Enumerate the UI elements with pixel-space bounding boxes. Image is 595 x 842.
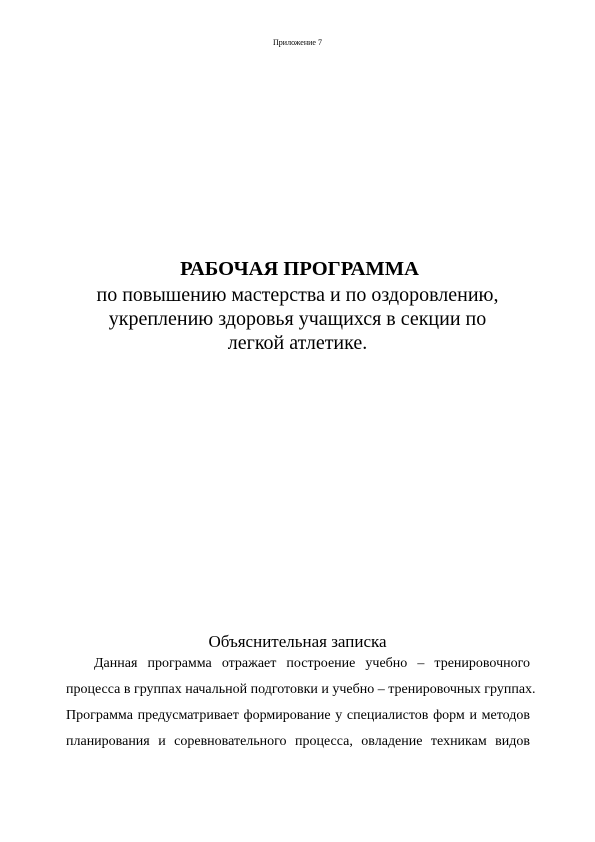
subtitle	[0, 283, 595, 355]
paragraph-line: Программа предусматривает формирование у специалистов форм и методов	[66, 708, 530, 723]
title-block	[0, 255, 595, 355]
subtitle-line: по повышению мастерства и по оздоровлению,	[96, 284, 499, 306]
appendix-label: Приложение 7	[273, 38, 322, 47]
note-heading: Объяснительная записка	[208, 632, 387, 651]
paragraph-line: процесса в группах начальной подготовки и учебно – тренировочных группах.	[66, 682, 536, 697]
main-title: РАБОЧАЯ ПРОГРАММА	[180, 258, 419, 280]
subtitle-line: легкой атлетике.	[227, 332, 368, 354]
paragraph-line: Данная программа отражает построение учебно – тренировочного	[94, 656, 530, 671]
subtitle-line: укреплению здоровья учащихся в секции по	[108, 308, 487, 330]
paragraph-line: планирования и соревновательного процесса, овладение техникам видов	[66, 734, 530, 749]
note-body	[66, 654, 536, 758]
